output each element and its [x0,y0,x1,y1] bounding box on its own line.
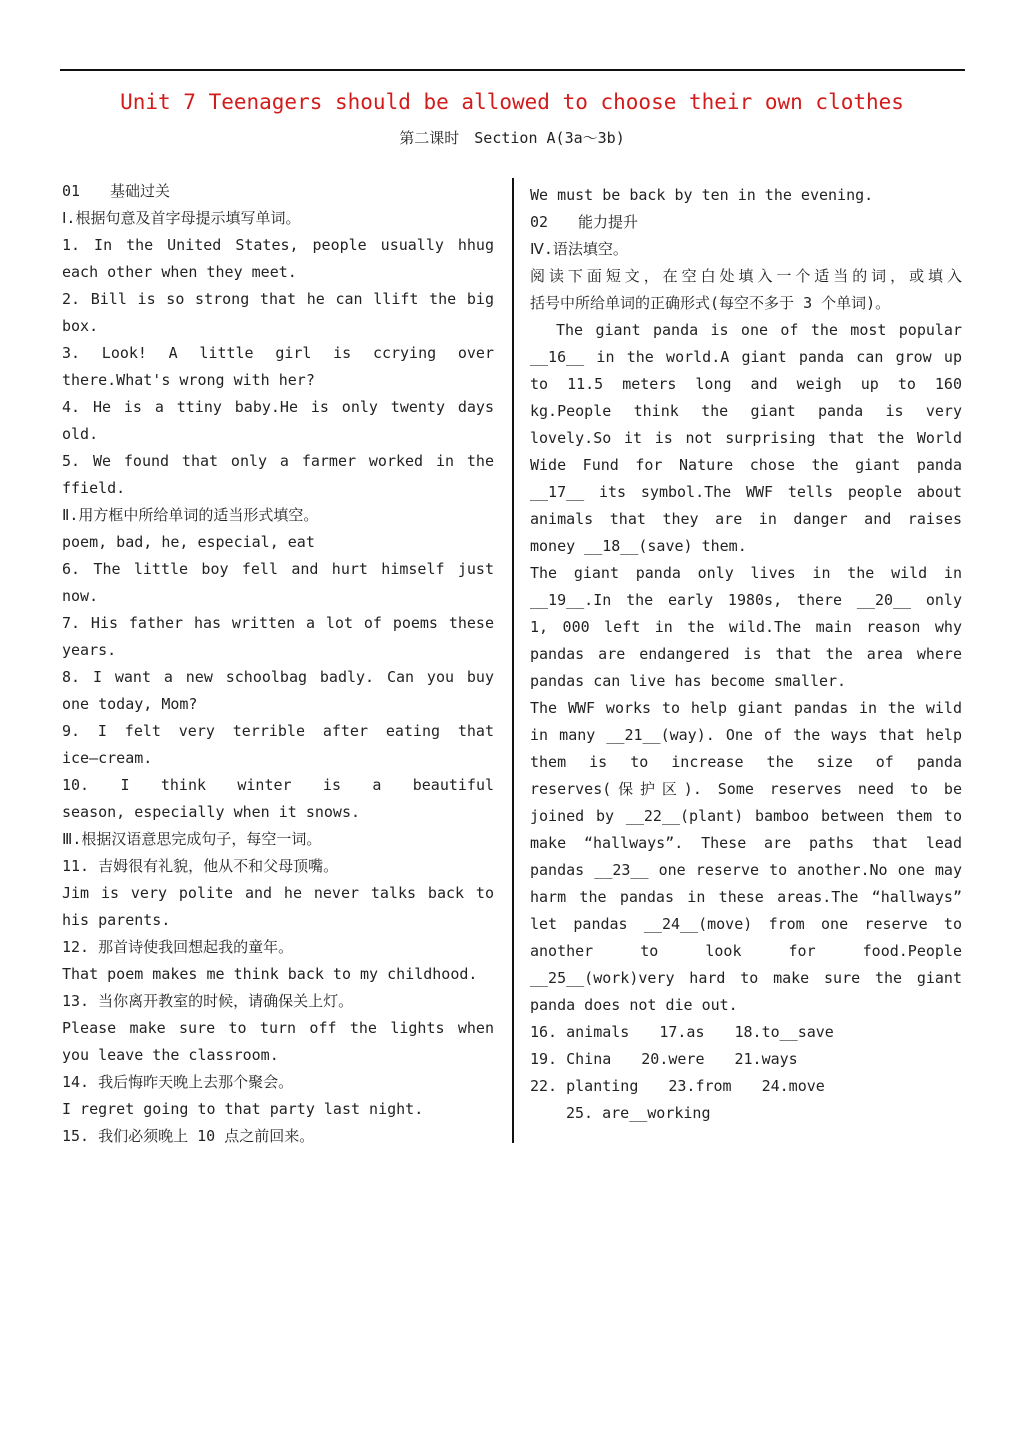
left-column-line: That poem makes me think back to my childhood. [62,965,478,983]
left-column-line: 11. 吉姆很有礼貌，他从不和父母顶嘴。 [62,857,339,875]
left-column-line: 15. 我们必须晚上 10 点之前回来。 [62,1127,315,1145]
right-column-line: 括号中所给单词的正确形式(每空不多于 3 个单词)。 [530,294,891,312]
left-column-line: 13. 当你离开教室的时候，请确保关上灯。 [62,992,354,1010]
answer-key-line: 25. are__working [566,1104,711,1122]
right-column-line: harm the pandas in these areas.The “hallways” [530,888,962,906]
left-column-line: 01 基础过关 [62,182,171,200]
left-column-line: poem, bad, he, especial, eat [62,533,315,551]
left-column-line: 9. I felt very terrible after eating that [62,722,494,740]
right-column-line: Ⅳ.语法填空。 [530,240,628,258]
right-column-line: animals that they are in danger and raises [530,510,962,528]
left-column-line: 5. We found that only a farmer worked in the [62,452,494,470]
right-column-line: panda does not die out. [530,996,738,1014]
right-column-line: lovely.So it is not surprising that the World [530,429,962,447]
right-column-line: 阅读下面短文，在空白处填入一个适当的词，或填入 [530,267,962,285]
right-column-line: kg.People think the giant panda is very [530,402,962,420]
right-column-line: another to look for food.People [530,942,962,960]
right-column-line: 02 能力提升 [530,213,639,231]
column-divider [512,178,514,1143]
page-title: Unit 7 Teenagers should be allowed to choose their own clothes [120,90,904,114]
left-column-line: now. [62,587,99,605]
left-column-line: Jim is very polite and he never talks back to [62,884,494,902]
header-rule [60,69,965,71]
right-column-line: __25__(work)very hard to make sure the giant [530,969,962,987]
right-column-line: Wide Fund for Nature chose the giant panda [530,456,962,474]
left-column-line: years. [62,641,117,659]
left-column-line: 12. 那首诗使我回想起我的童年。 [62,938,294,956]
exercise-column-right [530,182,962,1127]
right-column-line: joined by __22__(plant) bamboo between them to [530,807,962,825]
left-column-line: 10. I think winter is a beautiful [62,776,494,794]
right-column-line: __17__ its symbol.The WWF tells people about [530,483,962,501]
left-column-line: his parents. [62,911,171,929]
left-column-line: 1. In the United States, people usually hhug [62,236,494,254]
right-column-line: pandas __23__ one reserve to another.No one may [530,861,962,879]
right-column-line: We must be back by ten in the evening. [530,186,874,204]
right-column-line: them is to increase the size of panda [530,753,962,771]
right-column-line: __19__.In the early 1980s, there __20__ only [530,591,962,609]
right-column-line: __16__ in the world.A giant panda can grow up [530,348,962,366]
right-column-line: to 11.5 meters long and weigh up to 160 [530,375,962,393]
right-column-line: reserves(保护区). Some reserves need to be [530,780,962,798]
right-column-line: money __18__(save) them. [530,537,747,555]
answer-key-line: 19. China 20.were 21.ways [530,1050,798,1068]
right-column-line: pandas are endangered is that the area where [530,645,962,663]
left-column-line: there.What's wrong with her? [62,371,315,389]
left-column-line: I regret going to that party last night. [62,1100,424,1118]
left-column-line: ice—cream. [62,749,153,767]
left-column-line: season, especially when it snows. [62,803,361,821]
right-column-line: in many __21__(way). One of the ways that help [530,726,962,744]
left-column-line: ffield. [62,479,126,497]
exercise-column-left [62,178,494,1150]
left-column-line: one today, Mom? [62,695,198,713]
left-column-line: 7. His father has written a lot of poems these [62,614,494,632]
right-column-line: pandas can live has become smaller. [530,672,847,690]
left-column-line: each other when they meet. [62,263,297,281]
left-column-line: Ⅲ.根据汉语意思完成句子，每空一词。 [62,830,322,848]
left-column-line: Ⅱ.用方框中所给单词的适当形式填空。 [62,506,319,524]
left-column-line: 6. The little boy fell and hurt himself just [62,560,494,578]
right-column-line: The giant panda only lives in the wild in [530,564,962,582]
left-column-line: 2. Bill is so strong that he can llift the big [62,290,494,308]
right-column-line: The giant panda is one of the most popular [556,321,962,339]
right-column-line: let pandas __24__(move) from one reserve to [530,915,962,933]
answer-key-line: 16. animals 17.as 18.to__save [530,1023,834,1041]
left-column-line: box. [62,317,99,335]
left-column-line: 3. Look! A little girl is ccrying over [62,344,494,362]
left-column-line: 14. 我后悔昨天晚上去那个聚会。 [62,1073,294,1091]
left-column-line: 8. I want a new schoolbag badly. Can you buy [62,668,494,686]
lesson-subtitle: 第二课时 Section A(3a～3b) [399,129,625,147]
left-column-line: you leave the classroom. [62,1046,279,1064]
left-column-line: Please make sure to turn off the lights when [62,1019,494,1037]
left-column-line: old. [62,425,99,443]
answer-key-line: 22. planting 23.from 24.move [530,1077,825,1095]
right-column-line: make “hallways”. These are paths that lead [530,834,962,852]
left-column-line: Ⅰ.根据句意及首字母提示填写单词。 [62,209,301,227]
left-column-line: 4. He is a ttiny baby.He is only twenty days [62,398,494,416]
right-column-line: 1, 000 left in the wild.The main reason why [530,618,962,636]
right-column-line: The WWF works to help giant pandas in the wild [530,699,962,717]
